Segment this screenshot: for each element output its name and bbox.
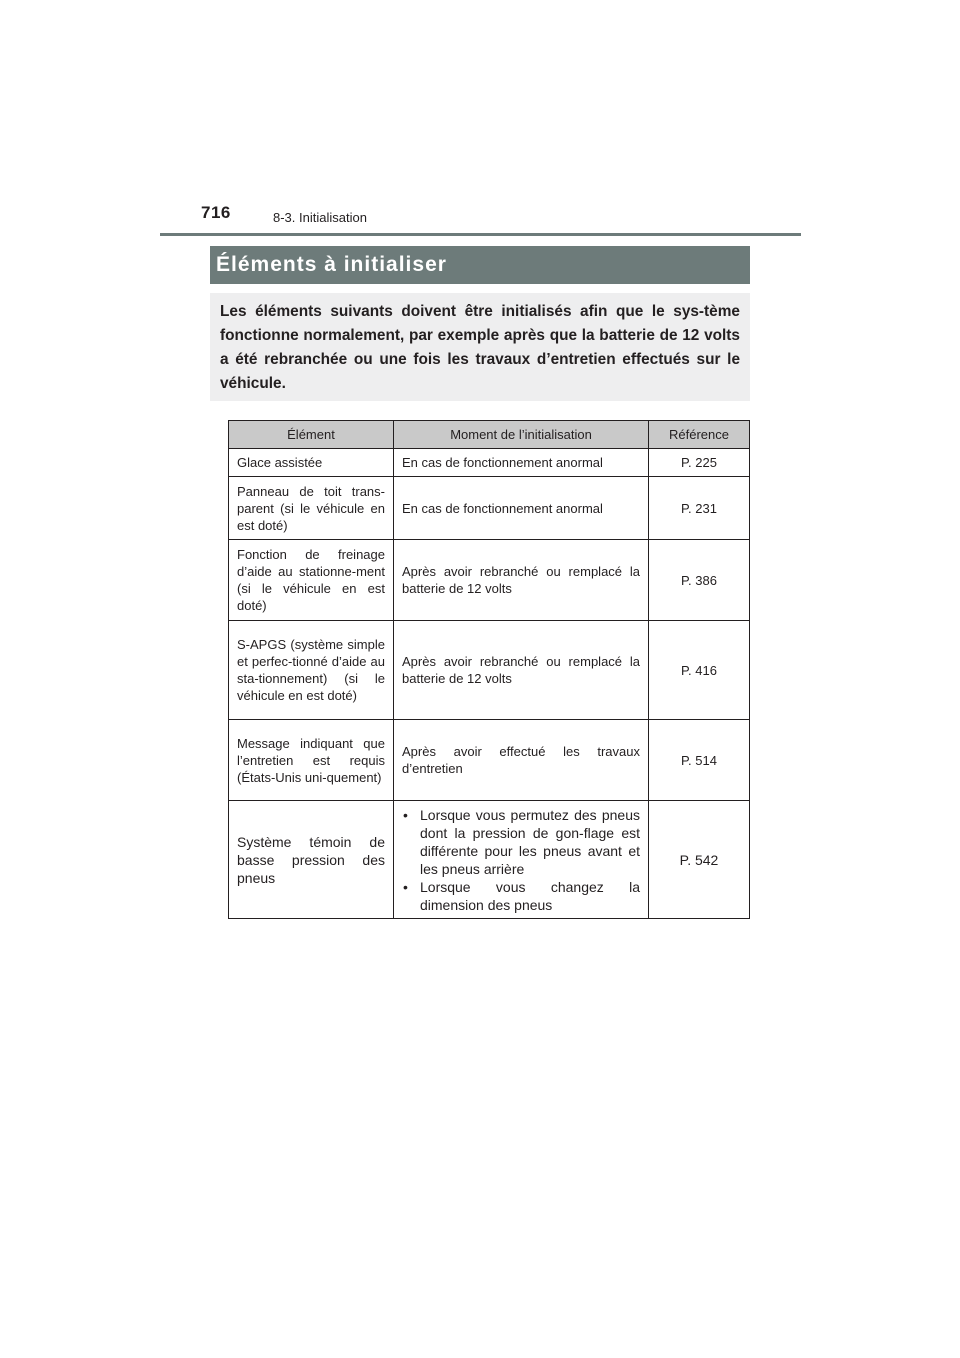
cell-item: Message indiquant que l’entretien est requis (États-Unis uni-quement) [229, 720, 394, 801]
section-label: 8-3. Initialisation [273, 210, 367, 225]
cell-item: S-APGS (système simple et perfec-tionné d’aide au sta-tionnement) (si le véhicule en est doté) [229, 621, 394, 720]
column-header-reference: Référence [649, 421, 750, 449]
cell-reference: P. 514 [649, 720, 750, 801]
cell-reference: P. 416 [649, 621, 750, 720]
cell-moment: En cas de fonctionnement anormal [394, 449, 649, 477]
cell-moment: Après avoir rebranché ou remplacé la batterie de 12 volts [394, 540, 649, 621]
cell-moment [394, 801, 649, 919]
cell-item: Panneau de toit trans-parent (si le véhicule en est doté) [229, 477, 394, 540]
table-row [229, 449, 750, 477]
cell-reference: P. 386 [649, 540, 750, 621]
table-row [229, 621, 750, 720]
header-rule [160, 233, 801, 236]
cell-item: Fonction de freinage d’aide au stationne-ment (si le véhicule en est doté) [229, 540, 394, 621]
initialization-table [228, 420, 750, 919]
section-title: Éléments à initialiser [216, 253, 447, 276]
cell-reference: P. 231 [649, 477, 750, 540]
table-row [229, 540, 750, 621]
intro-text: Les éléments suivants doivent être initialisés afin que le sys-tème fonctionne normalement, par exemple après que la batterie de 12 volts a été rebranchée ou une fois les travaux d’entretien effectués sur le véhicule. [220, 303, 740, 392]
table-row [229, 801, 750, 919]
section-title-bar [210, 246, 750, 284]
list-item: • Lorsque vous permutez des pneus dont la pression de gon-flage est différente pour les pneus avant et les pneus arrière [402, 806, 640, 878]
table-row [229, 477, 750, 540]
cell-moment: Après avoir rebranché ou remplacé la batterie de 12 volts [394, 621, 649, 720]
moment-bullet-list [402, 806, 640, 914]
page-number: 716 [201, 203, 231, 222]
column-header-item: Élément [229, 421, 394, 449]
cell-reference: P. 225 [649, 449, 750, 477]
cell-item: Glace assistée [229, 449, 394, 477]
cell-item: Système témoin de basse pression des pneus [229, 801, 394, 919]
table-header-row [229, 421, 750, 449]
cell-reference: P. 542 [649, 801, 750, 919]
intro-box [210, 293, 750, 401]
table-row [229, 720, 750, 801]
cell-moment: Après avoir effectué les travaux d’entretien [394, 720, 649, 801]
cell-moment: En cas de fonctionnement anormal [394, 477, 649, 540]
column-header-moment: Moment de l’initialisation [394, 421, 649, 449]
list-item: • Lorsque vous changez la dimension des pneus [402, 878, 640, 914]
